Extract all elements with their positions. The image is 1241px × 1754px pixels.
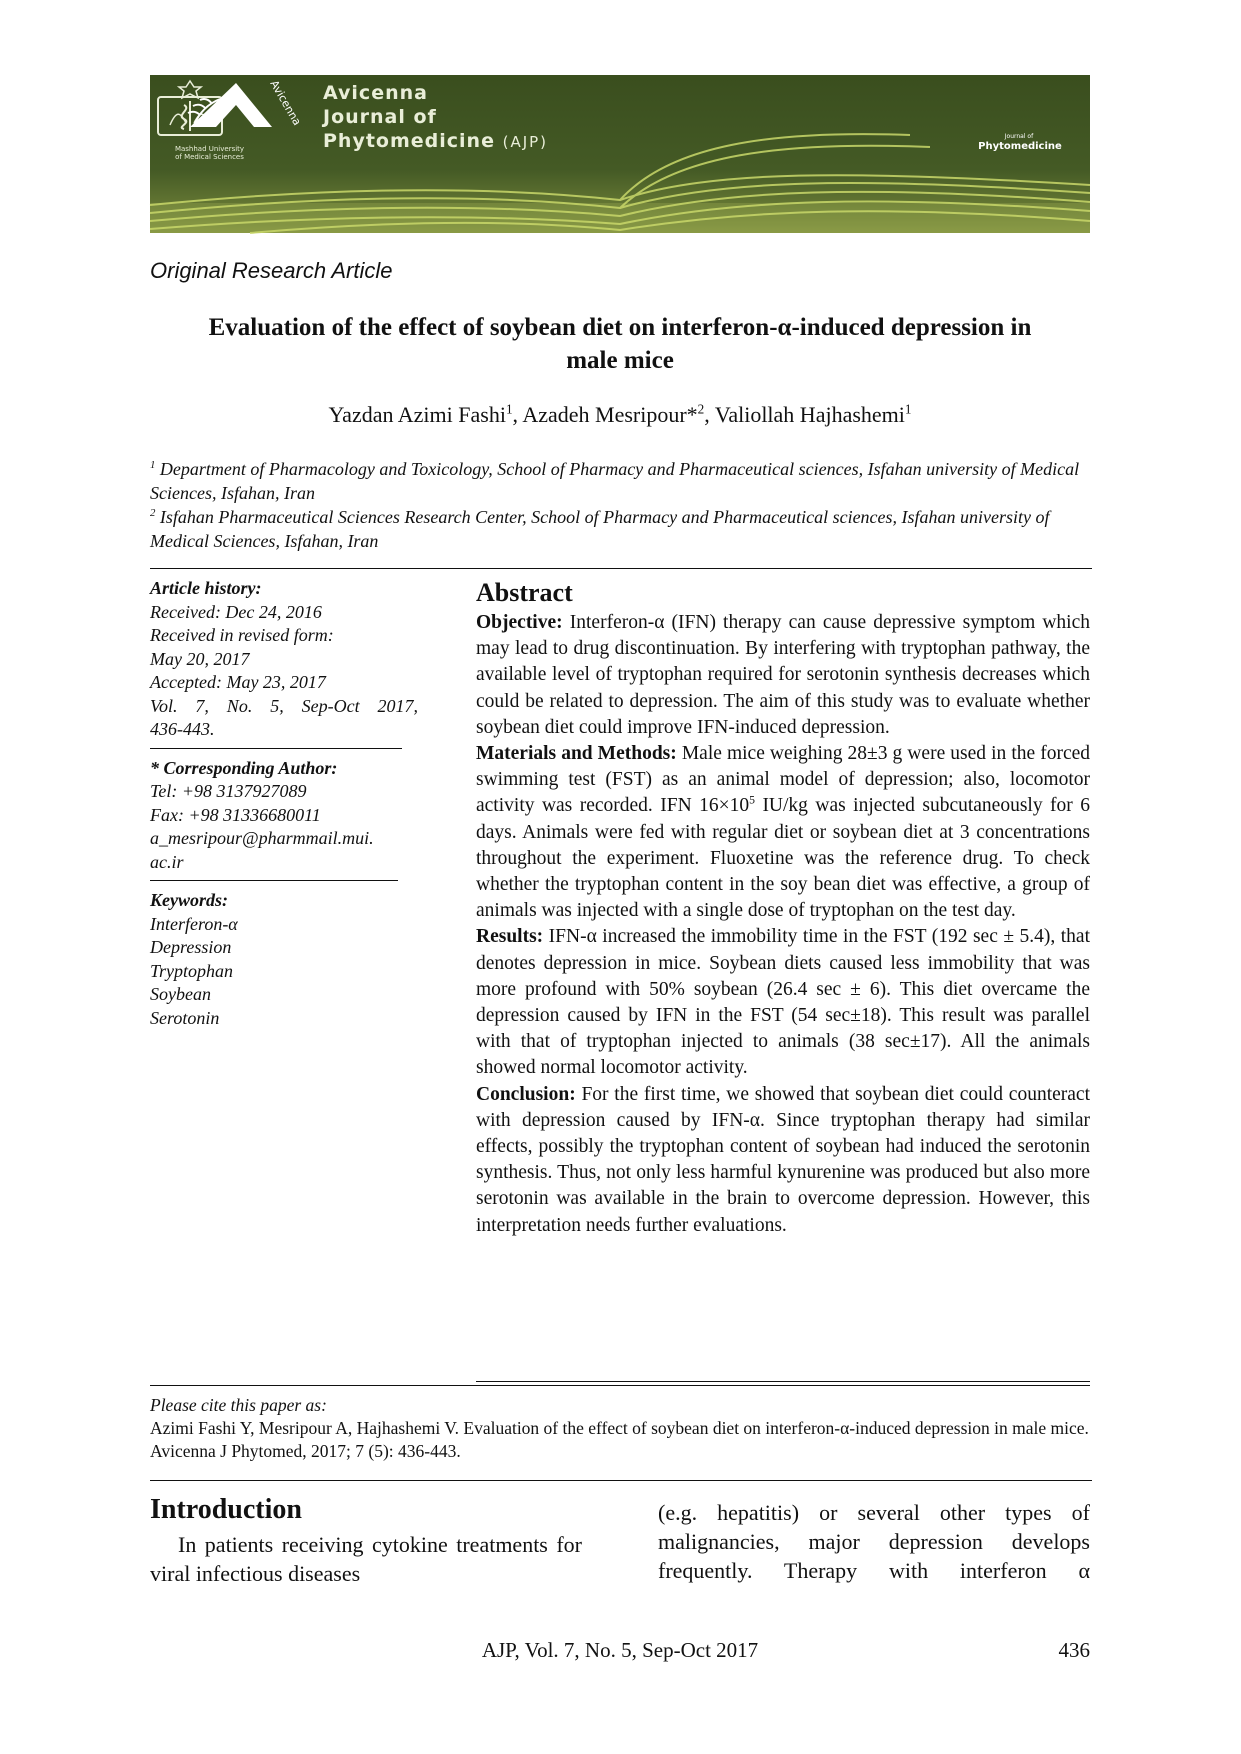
journal-name-line3: Phytomedicine <box>323 130 495 152</box>
abstract-objective <box>476 610 1090 741</box>
corresponding-tel: Tel: +98 3137927089 <box>150 781 307 801</box>
affiliation <box>150 505 1092 553</box>
sidebar-divider <box>150 880 398 881</box>
conclusion-text: For the first time, we showed that soybean diet could counteract with depression caused by IFN-α. Since tryptophan therapy had similar effects, possibly the tryptophan content of soybean had induced the serotonin synthesis. Thus, not only less harmful kynurenine was produced but also more serotonin was available in the brain to overcome depression. However, this interpretation needs further evaluations. <box>476 1083 1090 1236</box>
methods-text-part1: Male mice weighing 28±3 g were used in the forced swimming test (FST) as an animal model of depression; also, locomotor activity was recorded. IFN 16×10 <box>476 743 1090 817</box>
ajp-logo-small-text: Journal of <box>1004 133 1034 140</box>
corresponding-heading: * Corresponding Author: <box>150 757 338 778</box>
objective-label: Objective: <box>476 612 563 633</box>
footer-journal-info: AJP, Vol. 7, No. 5, Sep-Oct 2017 <box>481 1638 759 1662</box>
keyword: Tryptophan <box>150 960 234 981</box>
corresponding-email-line2: ac.ir <box>150 851 184 872</box>
objective-text: Interferon-α (IFN) therapy can cause depressive symptom which may lead to drug discontinuation. By interfering with tryptophan pathway, the available level of tryptophan required for serotonin synthesis decreases which could be related to depression. The aim of this study was to evaluate whether soybean diet could improve IFN-induced depression. <box>476 612 1091 738</box>
author-name: Yazdan Azimi Fashi <box>328 402 506 427</box>
keyword: Serotonin <box>150 1007 220 1028</box>
citation-label: Please cite this paper as: <box>150 1395 327 1415</box>
author-separator: , <box>512 402 523 427</box>
author-name: Azadeh Mesripour* <box>522 402 698 427</box>
page-number: 436 <box>1058 1638 1090 1662</box>
divider <box>150 1480 1092 1481</box>
ajp-logo-arc-text: Avicenna <box>267 78 304 128</box>
methods-text-part2: IU/kg was injected subcutaneously for 6 days. Animals were fed with regular diet or soybean diet at 3 concentrations throughout the experiment. Fluoxetine was the reference drug. To check whether the tryptophan content in the soy bean diet was effective, a group of animals was injected with a single dose of tryptophan on the test day. <box>476 795 1090 922</box>
corresponding-email-line1: a_mesripour@pharmmail.mui. <box>150 828 374 848</box>
accepted-date: Accepted: May 23, 2017 <box>150 672 326 692</box>
abstract-results <box>476 924 1090 1081</box>
abstract <box>476 578 1090 1239</box>
ajp-logo-big-text: Phytomedicine <box>978 141 1062 152</box>
affiliation-text: Department of Pharmacology and Toxicology, School of Pharmacy and Pharmaceutical sciences, Isfahan university of Medical Sciences, Isfahan, Iran <box>150 459 1080 503</box>
university-name-line1: Mashhad University <box>174 145 245 153</box>
introduction-right-column: (e.g. hepatitis) or several other types of malignancies, major depression develops frequently. Therapy with interferon α <box>658 1500 1090 1583</box>
conclusion-label: Conclusion: <box>476 1083 576 1105</box>
results-text: IFN-α increased the immobility time in the FST (192 sec ± 5.4), that denotes depression in mice. Soybean diets caused less immobility that was more profound with 50% soybean (26.4 sec ± 6). This diet overcame the depression caused by IFN in the FST (54 sec±18). This result was parallel with that of tryptophan injected to animals (38 sec±17). All the animals showed normal locomotor activity. <box>476 926 1091 1079</box>
methods-exponent: 5 <box>749 793 755 807</box>
methods-label: Materials and Methods: <box>476 743 677 765</box>
paper-title: Evaluation of the effect of soybean diet on interferon-α-induced depression in male mice <box>208 314 1032 374</box>
author-separator: , <box>704 402 715 427</box>
keyword: Interferon-α <box>150 913 238 934</box>
author-list <box>150 402 1090 428</box>
affiliation <box>150 457 1092 505</box>
volume-info: Vol. 7, No. 5, Sep-Oct 2017, <box>150 695 418 716</box>
journal-name-line2: Journal of <box>323 106 437 128</box>
article-type: Original Research Article <box>150 258 393 283</box>
journal-name-line1: Avicenna <box>323 82 428 104</box>
received-date: Received: Dec 24, 2016 <box>150 601 322 622</box>
journal-banner <box>150 75 1090 233</box>
affiliation-text: Isfahan Pharmaceutical Sciences Research Center, School of Pharmacy and Pharmaceutical sciences, Isfahan university of Medical Sciences, Isfahan, Iran <box>150 507 1050 551</box>
journal-abbreviation: (AJP) <box>502 133 549 151</box>
ajp-logo-icon <box>150 75 304 175</box>
affiliation-number: 2 <box>150 507 156 519</box>
author-affiliation-mark: 2 <box>697 401 705 417</box>
affiliation-number: 1 <box>150 459 156 471</box>
page-range: 436-443. <box>150 719 215 739</box>
article-info-sidebar <box>150 577 418 1030</box>
sidebar-divider <box>150 748 402 749</box>
revised-date: May 20, 2017 <box>150 648 250 669</box>
divider <box>476 1381 1090 1382</box>
revised-label: Received in revised form: <box>150 625 334 645</box>
keywords-heading: Keywords: <box>150 890 228 910</box>
introduction-heading: Introduction <box>150 1494 302 1525</box>
abstract-conclusion <box>476 1082 1090 1239</box>
corresponding-fax: Fax: +98 31336680011 <box>150 804 321 825</box>
keyword: Depression <box>150 937 232 957</box>
author-affiliation-mark: 1 <box>904 401 912 417</box>
divider <box>150 1385 1090 1386</box>
introduction-left-column: In patients receiving cytokine treatments for viral infectious diseases <box>150 1532 582 1586</box>
citation-block <box>150 1394 1092 1463</box>
university-name-line2: of Medical Sciences <box>175 153 244 161</box>
abstract-methods <box>476 741 1090 924</box>
author-affiliation-mark: 1 <box>505 401 513 417</box>
divider <box>150 568 1092 569</box>
author-name: Valiollah Hajhashemi <box>714 402 905 427</box>
abstract-heading: Abstract <box>476 578 573 607</box>
affiliations <box>150 457 1092 553</box>
keyword: Soybean <box>150 984 211 1004</box>
citation-text: Azimi Fashi Y, Mesripour A, Hajhashemi V. Evaluation of the effect of soybean diet on interferon-α-induced depression in male mice. Avicenna J Phytomed, 2017; 7 (5): 436-443. <box>150 1418 1089 1461</box>
results-label: Results: <box>476 926 544 948</box>
history-heading: Article history: <box>150 578 262 598</box>
